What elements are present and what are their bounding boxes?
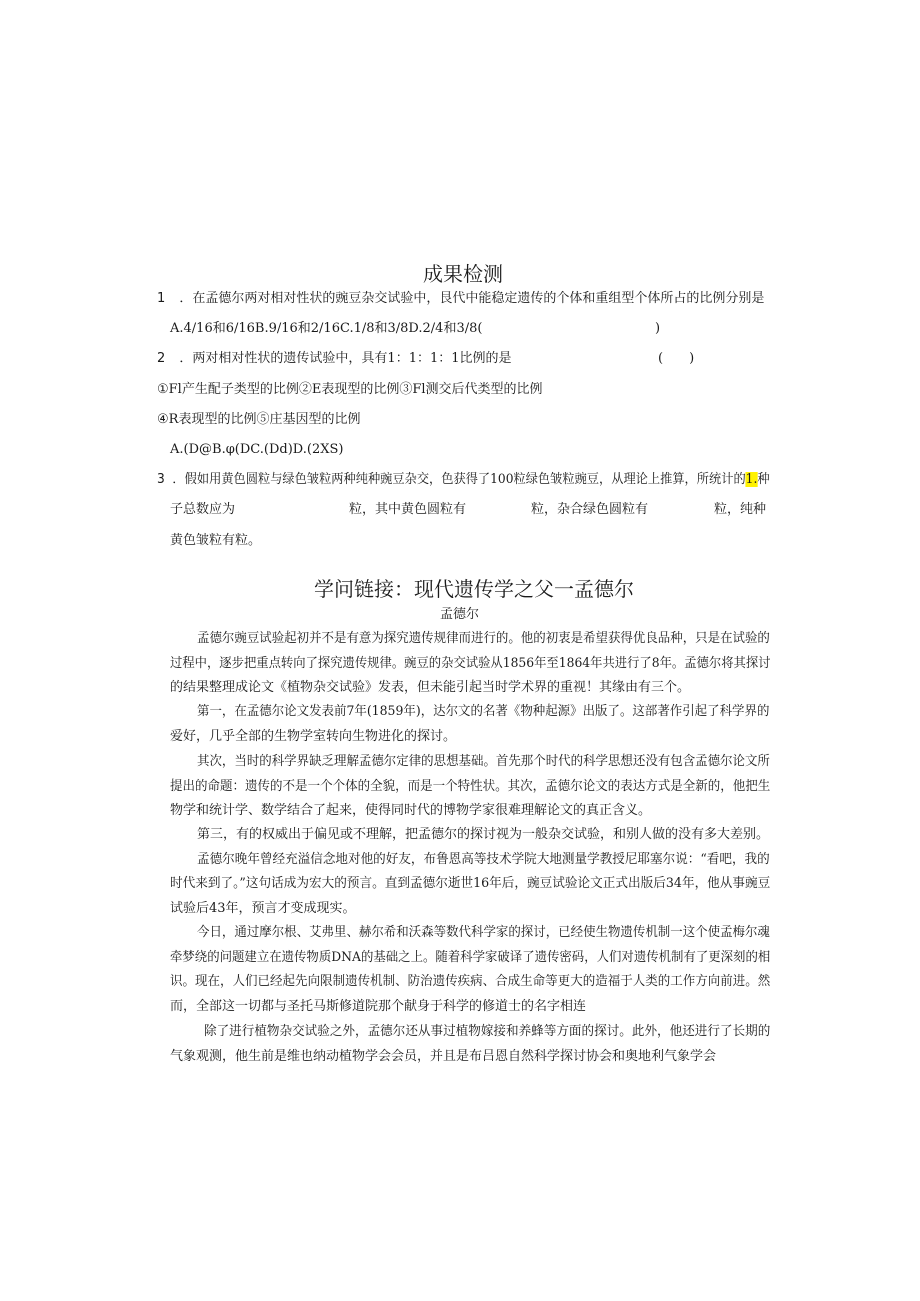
article-line: 识。现在，人们已经起先向限制遗传机制、防治遗传疾病、合成生命等更大的造福于人类的工作方向前进。然 [170, 974, 771, 989]
question-2 [157, 350, 512, 368]
page-title: 成果检测 [423, 262, 503, 286]
article-line: 而，全部这一切都与圣托马斯修道院那个献身于科学的修道士的名字相连 [170, 999, 587, 1014]
article-line: 牵梦绕的问题建立在遗传物质DNA的基础之上。随着科学家破译了遗传密码，人们对遗传机制有了更深刻的相 [170, 950, 771, 965]
question-2-answer-paren: ( ) [658, 351, 695, 366]
question-number: 2 [157, 351, 166, 366]
article-line: 物学和统计学、数学结合了起来，使得同时代的博物学家很难理解论文的真正含义。 [170, 803, 652, 818]
question-number: 1 [157, 291, 166, 306]
question-text: ．两对相对性状的遗传试验中，具有1：1：1：1比例的是 [179, 351, 512, 366]
article-line: 过程中，逐步把重点转向了探究遗传规律。豌豆的杂交试验从1856年至1864年共进行了8年。孟德尔将其探讨 [170, 656, 771, 671]
article-line: 第一，在孟德尔论文发表前7年(1859年)，达尔文的名著《物种起源》出版了。这部著作引起了科学界的 [197, 704, 770, 719]
fill-text: 子总数应为 [170, 502, 236, 517]
question-1 [157, 290, 764, 308]
question-1-answer-paren: ) [655, 321, 661, 336]
article-line: 孟德尔晚年曾经充溢信念地对他的好友，布鲁恩高等技术学院大地测量学教授尼耶塞尔说：“看吧，我的 [197, 852, 770, 867]
article-line: 时代来到了。”这句话成为宏大的预言。直到孟德尔逝世16年后，豌豆试验论文正式出版后34年，他从事豌豆 [170, 876, 771, 891]
question-3 [157, 471, 770, 489]
question-text: ．假如用黄色圆粒与绿色皱粒两种纯种豌豆杂交，色获得了100粒绿色皱粒豌豆，从理论上推算，所统计的 [172, 472, 746, 487]
article-line: 气象观测，他生前是维也纳动植物学会会员，并且是布吕恩自然科学探讨协会和奥地利气象学会 [170, 1049, 717, 1064]
fill-text: 粒，其中黄色圆粒有 [349, 502, 467, 517]
question-number: 3 [157, 472, 165, 487]
article-line: 试验后43年，预言才变成现实。 [170, 901, 356, 916]
question-2-options: A.(D@B.φ(DC.(Dd)D.(2XS) [170, 442, 344, 457]
question-text: ．在孟德尔两对相对性状的豌豆杂交试验中，艮代中能稳定遗传的个体和重组型个体所占的比例分别是 [179, 291, 765, 306]
question-3-line-2 [170, 501, 766, 519]
article-line: 除了进行植物杂交试验之外，孟德尔还从事过植物嫁接和养蜂等方面的探讨。此外，他还进行了长期的 [204, 1024, 771, 1039]
fill-text: 粒，纯种 [714, 502, 767, 517]
question-2-line-1: ①Fl产生配子类型的比例②E表现型的比例③Fl测交后代类型的比例 [157, 382, 543, 397]
question-2-line-2: ④R表现型的比例⑤庄基因型的比例 [157, 412, 361, 427]
question-1-options [170, 320, 482, 338]
article-line: 的结果整理成论文《植物杂交试验》发表，但未能引起当时学术界的重视！其缘由有三个。 [170, 680, 691, 695]
article-line: 孟德尔豌豆试验起初并不是有意为探究遗传规律而进行的。他的初衷是希望获得优良品种，只是在试验的 [197, 631, 770, 646]
article-line: 今日，通过摩尔根、艾弗里、赫尔希和沃森等数代科学家的探讨，已经使生物遗传机制一这个使孟梅尔魂 [197, 925, 770, 940]
article-line: 爱好，几乎全部的生物学室转向生物进化的探讨。 [170, 729, 457, 744]
article-line: 第三，有的权威出于偏见或不理解，把孟德尔的探讨视为一般杂交试验，和别人做的没有多大差别。 [197, 827, 770, 842]
fill-text: 粒，杂合绿色圆粒有 [531, 502, 649, 517]
question-3-line-3: 黄色皱粒有粒。 [170, 533, 262, 548]
article-line: 其次，当时的科学界缺乏理解孟德尔定律的思想基础。首先那个时代的科学思想还没有包含孟德尔论文所 [197, 754, 770, 769]
article-line: 提出的命题：遗传的不是一个个体的全貌，而是一个特性状。其次，孟德尔论文的表达方式是全新的，他把生 [170, 779, 771, 794]
highlighted-text: 1. [745, 472, 758, 487]
options-text: A.4/16和6/16B.9/16和2/16C.1/8和3/8D.2/4和3/8( [170, 321, 483, 336]
article-author: 孟德尔 [440, 607, 480, 622]
article-title: 学问链接：现代遗传学之父一孟德尔 [314, 577, 634, 601]
question-text-end: 种 [757, 472, 770, 487]
